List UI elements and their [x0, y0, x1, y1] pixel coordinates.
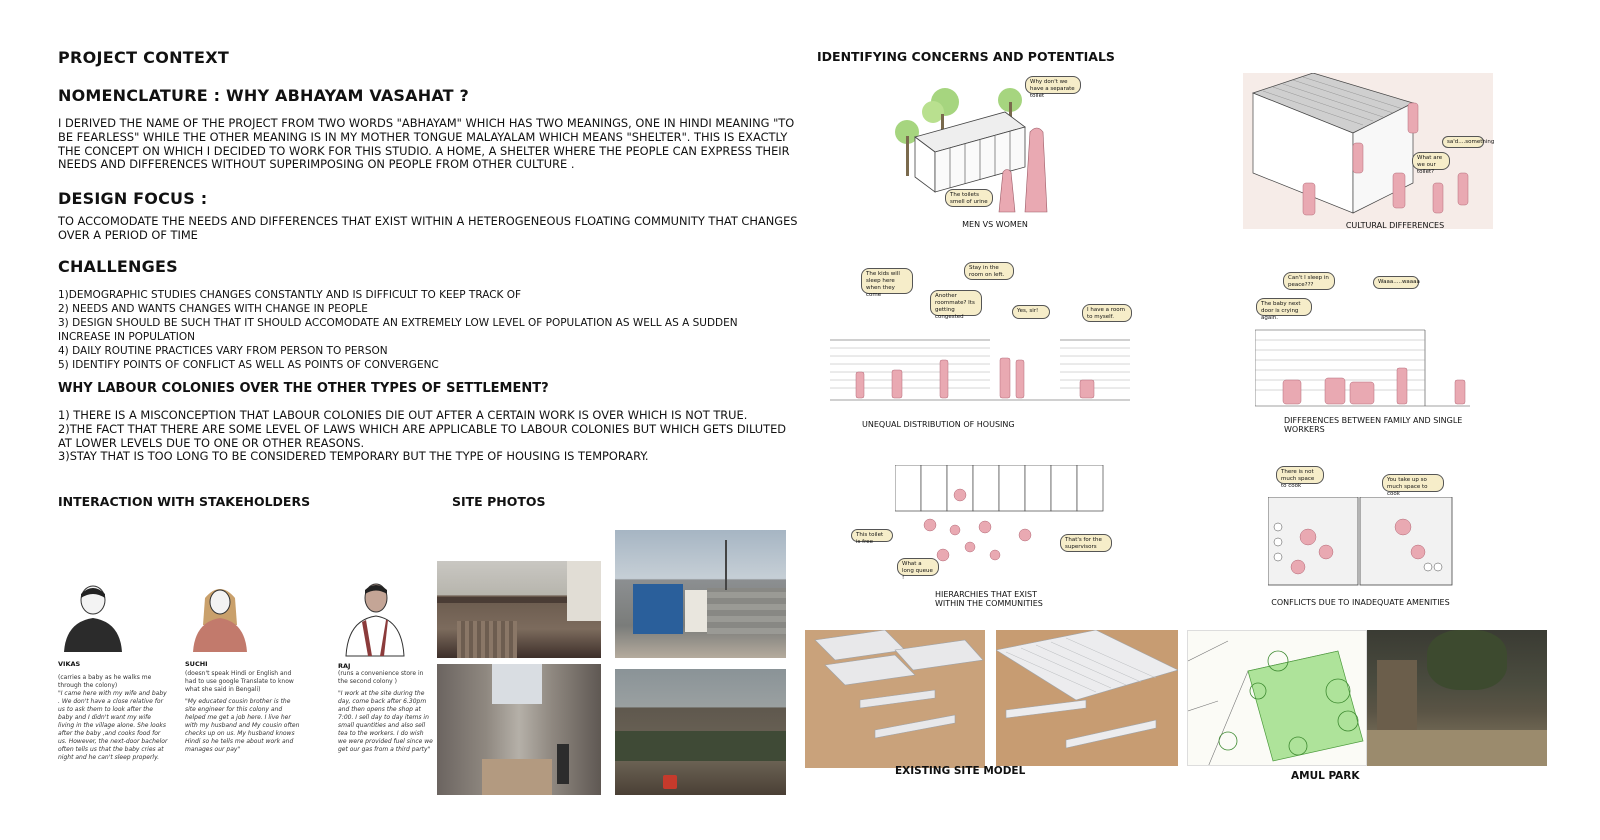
challenges-heading: CHALLENGES — [58, 257, 178, 276]
caption-conflicts: CONFLICTS DUE TO INADEQUATE AMENITIES — [1271, 598, 1450, 607]
stakeholder-name: RAJ — [338, 662, 351, 670]
cultural-differences-illustration — [1243, 73, 1493, 229]
challenges-list — [58, 288, 778, 372]
speech-bubble: You take up so much space to cook — [1382, 474, 1444, 492]
speech-bubble: Waaa.....waaaa — [1373, 276, 1419, 289]
speech-bubble: Another roommate? Its getting congested — [930, 290, 982, 316]
avatar — [338, 578, 408, 658]
stakeholder-vikas — [58, 580, 168, 762]
speech-bubble: That's for the supervisors — [1060, 534, 1112, 552]
interaction-heading: INTERACTION WITH STAKEHOLDERS — [58, 494, 311, 509]
caption-unequal: UNEQUAL DISTRIBUTION OF HOUSING — [862, 420, 1015, 429]
speech-bubble: Why don't we have a separate toilet — [1025, 76, 1081, 94]
list-item: 3)STAY THAT IS TOO LONG TO BE CONSIDERED TEMPORARY BUT THE TYPE OF HOUSING IS TEMPORARY. — [58, 449, 649, 464]
speech-bubble: The kids will sleep here when they come — [861, 268, 913, 294]
speech-bubble: The toilets smell of urine — [945, 189, 993, 207]
caption-family-single: DIFFERENCES BETWEEN FAMILY AND SINGLE WORKERS — [1284, 416, 1463, 434]
conflicts-illustration — [1268, 497, 1453, 587]
avatar — [58, 580, 128, 654]
list-item: 3) DESIGN SHOULD BE SUCH THAT IT SHOULD ACCOMODATE AN EXTREMELY LOW LEVEL OF POPULATION AS WELL AS A SUDDEN INCREASE IN POPULATION — [58, 317, 738, 343]
caption-existing-model: EXISTING SITE MODEL — [895, 765, 1026, 777]
list-item: 2) NEEDS AND WANTS CHANGES WITH CHANGE IN PEOPLE — [58, 303, 368, 315]
list-item: 1)DEMOGRAPHIC STUDIES CHANGES CONSTANTLY AND IS DIFFICULT TO KEEP TRACK OF — [58, 289, 522, 301]
stakeholder-quote: "My educated cousin brother is the site engineer for this colony and helped me get a job here. I live her with my husband and My cousin often checks up on us. My husband knows Hindi so he tells me about work and manages our pay" — [185, 698, 300, 753]
site-model-photo — [996, 630, 1178, 766]
nomenclature-heading: NOMENCLATURE : WHY ABHAYAM VASAHAT ? — [58, 86, 470, 105]
design-focus-heading: DESIGN FOCUS : — [58, 189, 208, 208]
speech-bubble: Stay in the room on left. — [964, 262, 1014, 280]
speech-bubble: I have a room to myself. — [1082, 304, 1132, 322]
list-item: 2)THE FACT THAT THERE ARE SOME LEVEL OF LAWS WHICH ARE APPLICABLE TO LABOUR COLONIES BUT WHICH GETS DILUTED AT LOWER LEVELS DUE TO ONE OR OTHER REASONS. — [58, 421, 787, 450]
site-photo — [437, 561, 601, 658]
speech-bubble: The baby next door is crying again. — [1256, 298, 1312, 316]
stakeholder-quote: "I came here with my wife and baby . We don't have a close relative for us to ask them to look after the baby and I didn't want my wife living in the village alone. She looks after the baby ,and cooks food for us. However, the next-door bachelor often tells us that the baby cries at night and he can't sleep properly. — [58, 690, 168, 761]
stakeholder-name: VIKAS — [58, 660, 81, 668]
stakeholder-desc: (doesn't speak Hindi or English and had to use google Translate to know what she said in Bengali) — [185, 670, 294, 693]
identifying-heading: IDENTIFYING CONCERNS AND POTENTIALS — [817, 49, 1115, 64]
site-photo — [615, 669, 786, 795]
stakeholder-raj — [338, 578, 433, 754]
caption-amul-park: AMUL PARK — [1291, 770, 1360, 782]
speech-bubble: Yes, sir! — [1012, 305, 1050, 319]
project-context-heading: PROJECT CONTEXT — [58, 48, 230, 67]
avatar — [185, 580, 255, 654]
caption-cultural-differences: CULTURAL DIFFERENCES — [1345, 221, 1445, 230]
design-focus-text: TO ACCOMODATE THE NEEDS AND DIFFERENCES THAT EXIST WITHIN A HETEROGENEOUS FLOATING COMMUNITY THAT CHANGES OVER A PERIOD OF TIME — [58, 214, 798, 242]
speech-bubble: This toilet is free — [851, 529, 893, 542]
list-item: 5) IDENTIFY POINTS OF CONFLICT AS WELL AS POINTS OF CONVERGENC — [58, 359, 439, 371]
site-model-photo — [805, 630, 985, 768]
family-single-illustration — [1255, 320, 1470, 410]
amul-park-plan — [1187, 630, 1367, 766]
list-item: 4) DAILY ROUTINE PRACTICES VARY FROM PERSON TO PERSON — [58, 345, 388, 357]
stakeholder-suchi — [185, 580, 300, 754]
speech-bubble: Can't I sleep in peace??? — [1283, 272, 1335, 290]
stakeholder-desc: (carries a baby as he walks me through the colony) — [58, 674, 152, 689]
nomenclature-text: I DERIVED THE NAME OF THE PROJECT FROM TWO WORDS "ABHAYAM" WHICH HAS TWO MEANINGS, ONE IN HINDI MEANING "TO BE FEARLESS" WHILE THE OTHER MEANING IS IN MY MOTHER TONGUE MALAYALAM WHICH MEANS "SHELTER". THIS IS EXACTLY THE CONCEPT ON WHICH I DECIDED TO WORK FOR THIS STUDIO. A HOME, A SHELTER WHERE THE PEOPLE CAN EXPRESS THEIR NEEDS AND DIFFERENCES WITHOUT SUPERIMPOSING ON PEOPLE FROM OTHER CULTURE . — [58, 116, 795, 172]
caption-men-vs-women: MEN VS WOMEN — [962, 220, 1028, 229]
why-labour-heading: WHY LABOUR COLONIES OVER THE OTHER TYPES OF SETTLEMENT? — [58, 381, 549, 396]
stakeholder-name: SUCHI — [185, 660, 208, 668]
site-photos-heading: SITE PHOTOS — [452, 494, 546, 509]
site-photo — [437, 664, 601, 795]
speech-bubble: sa'd....something — [1442, 136, 1484, 148]
caption-hierarchies: HIERARCHIES THAT EXIST WITHIN THE COMMUNITIES — [935, 590, 1043, 608]
site-photo — [615, 530, 786, 658]
stakeholder-desc: (runs a convenience store in the second colony ) — [338, 670, 424, 685]
speech-bubble: What a long queue ! — [897, 558, 939, 576]
speech-bubble: What are we our toilet? — [1412, 152, 1450, 170]
stakeholder-quote: "I work at the site during the day, come back after 6.30pm and then opens the shop at 7:00. I sell day to day items in small quantities and also sell tea to the workers. I do wish we were provided fuel since we get our gas from a third party" — [338, 690, 433, 753]
why-labour-list — [58, 409, 798, 464]
amul-park-photo — [1367, 630, 1547, 766]
list-item: 1) THERE IS A MISCONCEPTION THAT LABOUR COLONIES DIE OUT AFTER A CERTAIN WORK IS OVER WHICH IS NOT TRUE. — [58, 408, 748, 422]
men-vs-women-illustration — [895, 72, 1095, 220]
speech-bubble: There is not much space to cook — [1276, 466, 1324, 484]
